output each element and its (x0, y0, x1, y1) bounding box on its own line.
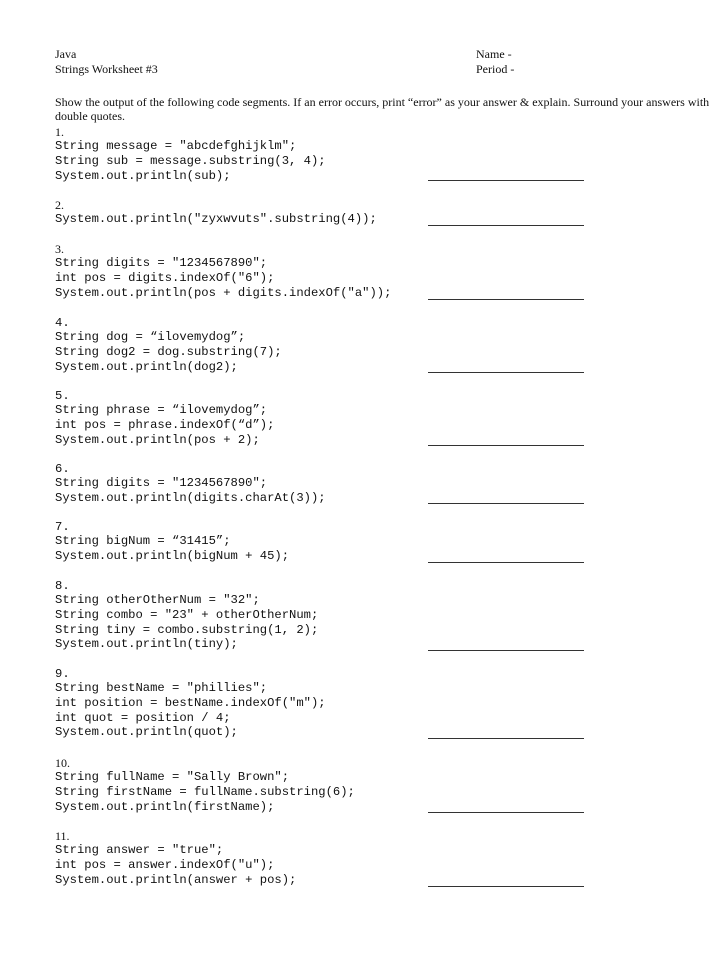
code-line: System.out.println(dog2); (55, 359, 238, 374)
code-line: int quot = position / 4; (55, 710, 231, 725)
question-number: 10. (55, 756, 70, 770)
name-label: Name - (476, 47, 512, 61)
code-line: String combo = "23" + otherOtherNum; (55, 607, 319, 622)
question-10 (55, 756, 695, 814)
period-label: Period - (476, 62, 515, 76)
question-number: 8. (55, 579, 70, 593)
question-number: 1. (55, 125, 64, 139)
answer-blank-7[interactable] (428, 562, 584, 563)
worksheet-title: Strings Worksheet #3 (55, 62, 158, 76)
code-line: System.out.println(tiny); (55, 637, 238, 652)
question-number: 11. (55, 829, 70, 843)
question-number: 7. (55, 520, 70, 534)
code-line: String dog = “ilovemydog”; (55, 330, 246, 344)
answer-blank-6[interactable] (428, 503, 584, 504)
question-number: 5. (55, 389, 70, 403)
question-number: 9. (55, 667, 70, 681)
code-line: String digits = "1234567890"; (55, 256, 268, 270)
code-line: String otherOtherNum = "32"; (55, 593, 260, 607)
question-8 (55, 579, 695, 652)
code-line: String message = "abcdefghijklm"; (55, 139, 297, 153)
question-2 (55, 198, 695, 227)
code-line: int pos = phrase.indexOf(“d”); (55, 417, 275, 432)
code-line: int pos = digits.indexOf("6"); (55, 270, 275, 285)
question-7 (55, 520, 695, 564)
code-line: System.out.println(quot); (55, 725, 238, 740)
question-4 (55, 316, 695, 374)
code-line: System.out.println(firstName); (55, 799, 275, 814)
code-line: System.out.println(sub); (55, 168, 231, 183)
question-number: 6. (55, 462, 70, 476)
code-line: String fullName = "Sally Brown"; (55, 770, 290, 784)
code-line: String bigNum = “31415”; (55, 534, 231, 548)
code-line: int position = bestName.indexOf("m"); (55, 695, 326, 710)
code-line: String phrase = “ilovemydog”; (55, 403, 268, 417)
code-line: System.out.println(bigNum + 45); (55, 548, 290, 563)
code-line: int pos = answer.indexOf("u"); (55, 857, 275, 872)
code-line: System.out.println(answer + pos); (55, 872, 297, 887)
code-line: String sub = message.substring(3, 4); (55, 153, 326, 168)
question-number: 4. (55, 316, 70, 330)
header-right (476, 47, 514, 77)
code-line: String tiny = combo.substring(1, 2); (55, 622, 319, 637)
course-name: Java (55, 47, 77, 61)
question-6 (55, 462, 695, 506)
answer-blank-2[interactable] (428, 225, 584, 226)
code-line: String firstName = fullName.substring(6); (55, 784, 355, 799)
answer-blank-10[interactable] (428, 812, 584, 813)
answer-blank-5[interactable] (428, 445, 584, 446)
code-line: String digits = "1234567890"; (55, 476, 268, 490)
question-1 (55, 125, 695, 183)
answer-blank-9[interactable] (428, 738, 584, 739)
answer-blank-4[interactable] (428, 372, 584, 373)
code-line: System.out.println("zyxwvuts".substring(4)); (55, 212, 377, 226)
code-line: String dog2 = dog.substring(7); (55, 344, 282, 359)
question-9 (55, 667, 695, 740)
question-11 (55, 829, 695, 887)
header-left (55, 47, 158, 77)
code-line: System.out.println(pos + 2); (55, 432, 260, 447)
question-3 (55, 242, 695, 300)
code-line: System.out.println(digits.charAt(3)); (55, 490, 326, 505)
answer-blank-1[interactable] (428, 180, 584, 181)
question-number: 2. (55, 198, 64, 212)
code-line: System.out.println(pos + digits.indexOf("a")); (55, 285, 392, 300)
code-line: String answer = "true"; (55, 843, 224, 857)
instructions: Show the output of the following code segments. If an error occurs, print “error” as your answer & explain. Surround your answers with double quotes. (55, 95, 710, 123)
code-line: String bestName = "phillies"; (55, 681, 268, 695)
question-5 (55, 389, 695, 447)
question-number: 3. (55, 242, 64, 256)
answer-blank-11[interactable] (428, 886, 584, 887)
answer-blank-8[interactable] (428, 650, 584, 651)
answer-blank-3[interactable] (428, 299, 584, 300)
